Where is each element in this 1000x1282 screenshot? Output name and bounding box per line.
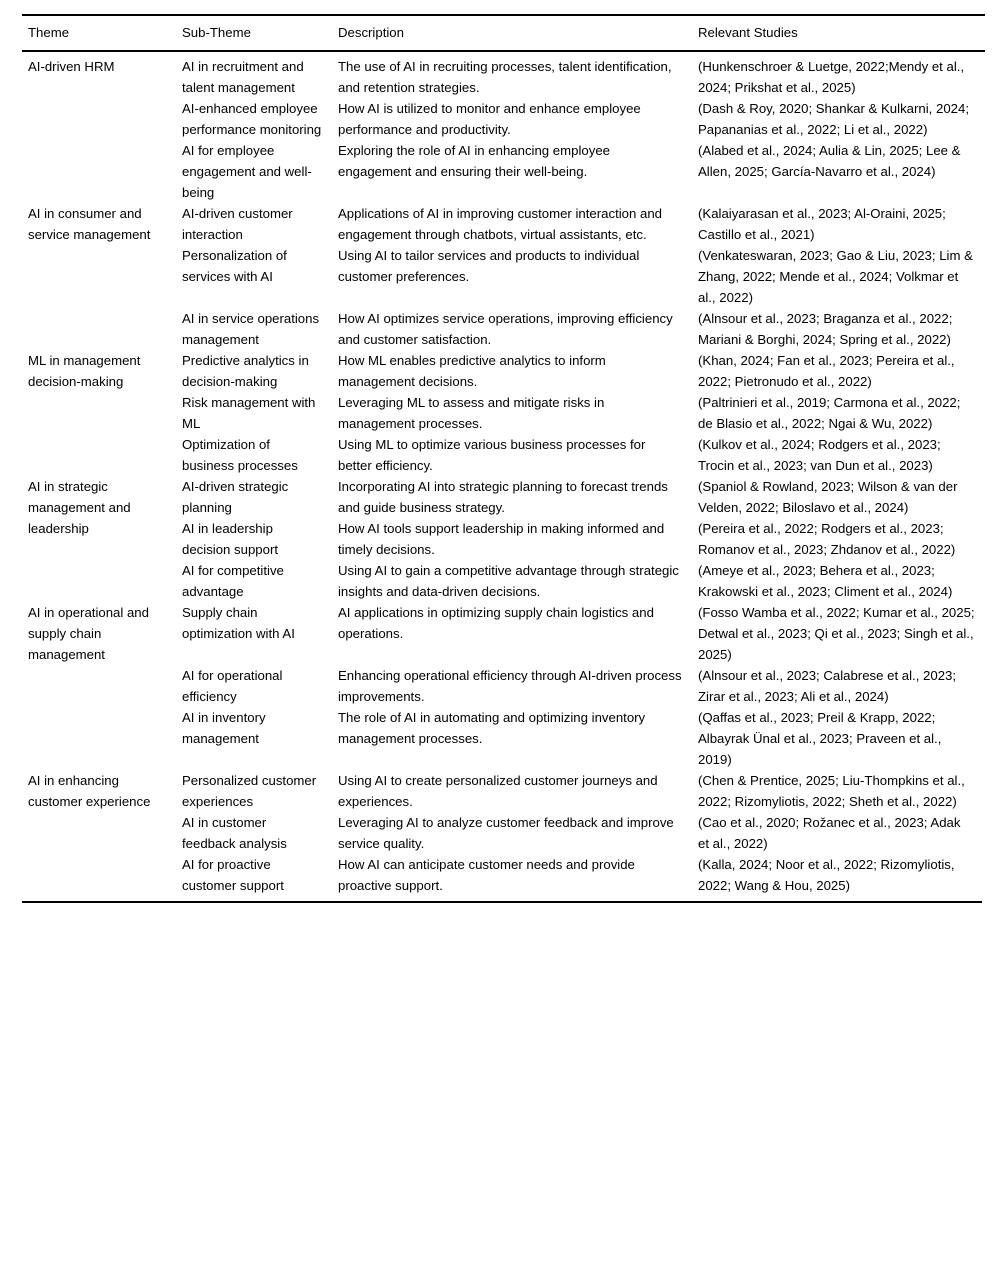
cell-relevant-studies: (Kalaiyarasan et al., 2023; Al-Oraini, 2025; Castillo et al., 2021): [698, 206, 946, 242]
table-row: [22, 602, 985, 665]
table-body: [22, 51, 985, 901]
cell-relevant-studies: (Paltrinieri et al., 2019; Carmona et al., 2022; de Blasio et al., 2022; Ngai & Wu, 2022): [698, 395, 961, 431]
cell-relevant-studies: (Qaffas et al., 2023; Preil & Krapp, 2022; Albayrak Ünal et al., 2023; Praveen et al., 2019): [698, 710, 942, 767]
cell-sub-theme: Personalized customer experiences: [182, 773, 317, 809]
cell-theme: AI in operational and supply chain management: [28, 605, 149, 662]
cell-sub-theme: AI for competitive advantage: [182, 563, 284, 599]
cell-description: How AI optimizes service operations, improving efficiency and customer satisfaction.: [338, 311, 673, 347]
cell-sub-theme: Predictive analytics in decision-making: [182, 353, 309, 389]
table-bottom-rule: [22, 901, 982, 903]
cell-description: How AI can anticipate customer needs and provide proactive support.: [338, 857, 635, 893]
cell-description: How AI tools support leadership in making informed and timely decisions.: [338, 521, 665, 557]
cell-relevant-studies: (Alnsour et al., 2023; Braganza et al., 2022; Mariani & Borghi, 2024; Spring et al., 2022): [698, 311, 953, 347]
cell-description: How AI is utilized to monitor and enhance employee performance and productivity.: [338, 101, 641, 137]
cell-relevant-studies: (Chen & Prentice, 2025; Liu-Thompkins et al., 2022; Rizomyliotis, 2022; Sheth et al., 2022): [698, 773, 965, 809]
cell-sub-theme: AI for employee engagement and well-being: [182, 143, 312, 200]
cell-relevant-studies: (Cao et al., 2020; Rožanec et al., 2023; Adak et al., 2022): [698, 815, 961, 851]
column-header-relevant-studies: Relevant Studies: [692, 15, 985, 51]
cell-relevant-studies: (Dash & Roy, 2020; Shankar & Kulkarni, 2024; Papananias et al., 2022; Li et al., 2022): [698, 101, 969, 137]
cell-sub-theme: Risk management with ML: [182, 395, 316, 431]
cell-description: Using ML to optimize various business processes for better efficiency.: [338, 437, 646, 473]
cell-sub-theme: AI in service operations management: [182, 311, 320, 347]
cell-sub-theme: Optimization of business processes: [182, 437, 298, 473]
table-row: [22, 51, 985, 98]
cell-sub-theme: AI in recruitment and talent management: [182, 59, 304, 95]
table-header-row: [22, 15, 985, 51]
cell-description: Leveraging ML to assess and mitigate risks in management processes.: [338, 395, 605, 431]
cell-description: AI applications in optimizing supply chain logistics and operations.: [338, 605, 654, 641]
cell-description: The use of AI in recruiting processes, talent identification, and retention strategies.: [338, 59, 672, 95]
cell-description: Applications of AI in improving customer interaction and engagement through chatbots, virtual assistants, etc.: [338, 206, 662, 242]
cell-description: Exploring the role of AI in enhancing employee engagement and ensuring their well-being.: [338, 143, 610, 179]
cell-description: Using AI to tailor services and products to individual customer preferences.: [338, 248, 640, 284]
cell-relevant-studies: (Kalla, 2024; Noor et al., 2022; Rizomyliotis, 2022; Wang & Hou, 2025): [698, 857, 955, 893]
table-row: [22, 350, 985, 392]
cell-sub-theme: AI in leadership decision support: [182, 521, 279, 557]
cell-relevant-studies: (Hunkenschroer & Luetge, 2022;Mendy et al., 2024; Prikshat et al., 2025): [698, 59, 965, 95]
cell-relevant-studies: (Alnsour et al., 2023; Calabrese et al., 2023; Zirar et al., 2023; Ali et al., 2024): [698, 668, 957, 704]
cell-sub-theme: AI-enhanced employee performance monitoring: [182, 101, 322, 137]
cell-relevant-studies: (Pereira et al., 2022; Rodgers et al., 2023; Romanov et al., 2023; Zhdanov et al., 2022): [698, 521, 956, 557]
cell-relevant-studies: (Ameye et al., 2023; Behera et al., 2023; Krakowski et al., 2023; Climent et al., 2024): [698, 563, 953, 599]
cell-theme: AI-driven HRM: [28, 59, 115, 74]
cell-description: Using AI to create personalized customer journeys and experiences.: [338, 773, 658, 809]
cell-sub-theme: Supply chain optimization with AI: [182, 605, 295, 641]
cell-relevant-studies: (Spaniol & Rowland, 2023; Wilson & van der Velden, 2022; Biloslavo et al., 2024): [698, 479, 958, 515]
table-row: [22, 203, 985, 245]
cell-sub-theme: AI in customer feedback analysis: [182, 815, 287, 851]
cell-relevant-studies: (Venkateswaran, 2023; Gao & Liu, 2023; Lim & Zhang, 2022; Mende et al., 2024; Volkmar et al., 2022): [698, 248, 973, 305]
cell-sub-theme: Personalization of services with AI: [182, 248, 287, 284]
cell-sub-theme: AI-driven strategic planning: [182, 479, 289, 515]
cell-description: The role of AI in automating and optimizing inventory management processes.: [338, 710, 646, 746]
table-row: [22, 476, 985, 518]
cell-relevant-studies: (Khan, 2024; Fan et al., 2023; Pereira et al., 2022; Pietronudo et al., 2022): [698, 353, 955, 389]
thematic-analysis-table-wrapper: [22, 14, 985, 903]
cell-description: Leveraging AI to analyze customer feedback and improve service quality.: [338, 815, 674, 851]
cell-sub-theme: AI for proactive customer support: [182, 857, 284, 893]
thematic-analysis-table: [22, 14, 985, 901]
table-row: [22, 770, 985, 812]
table-header: [22, 15, 985, 51]
cell-description: Incorporating AI into strategic planning to forecast trends and guide business strategy.: [338, 479, 668, 515]
cell-theme: AI in strategic management and leadership: [28, 479, 131, 536]
cell-description: Using AI to gain a competitive advantage through strategic insights and data-driven decisions.: [338, 563, 679, 599]
cell-theme: AI in enhancing customer experience: [28, 773, 151, 809]
cell-sub-theme: AI for operational efficiency: [182, 668, 283, 704]
cell-relevant-studies: (Kulkov et al., 2024; Rodgers et al., 2023; Trocin et al., 2023; van Dun et al., 2023): [698, 437, 941, 473]
cell-description: Enhancing operational efficiency through AI-driven process improvements.: [338, 668, 682, 704]
cell-relevant-studies: (Alabed et al., 2024; Aulia & Lin, 2025; Lee & Allen, 2025; García-Navarro et al., 2024): [698, 143, 961, 179]
cell-relevant-studies: (Fosso Wamba et al., 2022; Kumar et al., 2025; Detwal et al., 2023; Qi et al., 2023; Singh et al., 2025): [698, 605, 975, 662]
cell-theme: ML in management decision-making: [28, 353, 141, 389]
column-header-description: Description: [332, 15, 692, 51]
column-header-theme: Theme: [22, 15, 176, 51]
cell-theme: AI in consumer and service management: [28, 206, 151, 242]
cell-sub-theme: AI in inventory management: [182, 710, 266, 746]
cell-description: How ML enables predictive analytics to inform management decisions.: [338, 353, 606, 389]
column-header-sub-theme: Sub-Theme: [176, 15, 332, 51]
cell-sub-theme: AI-driven customer interaction: [182, 206, 293, 242]
